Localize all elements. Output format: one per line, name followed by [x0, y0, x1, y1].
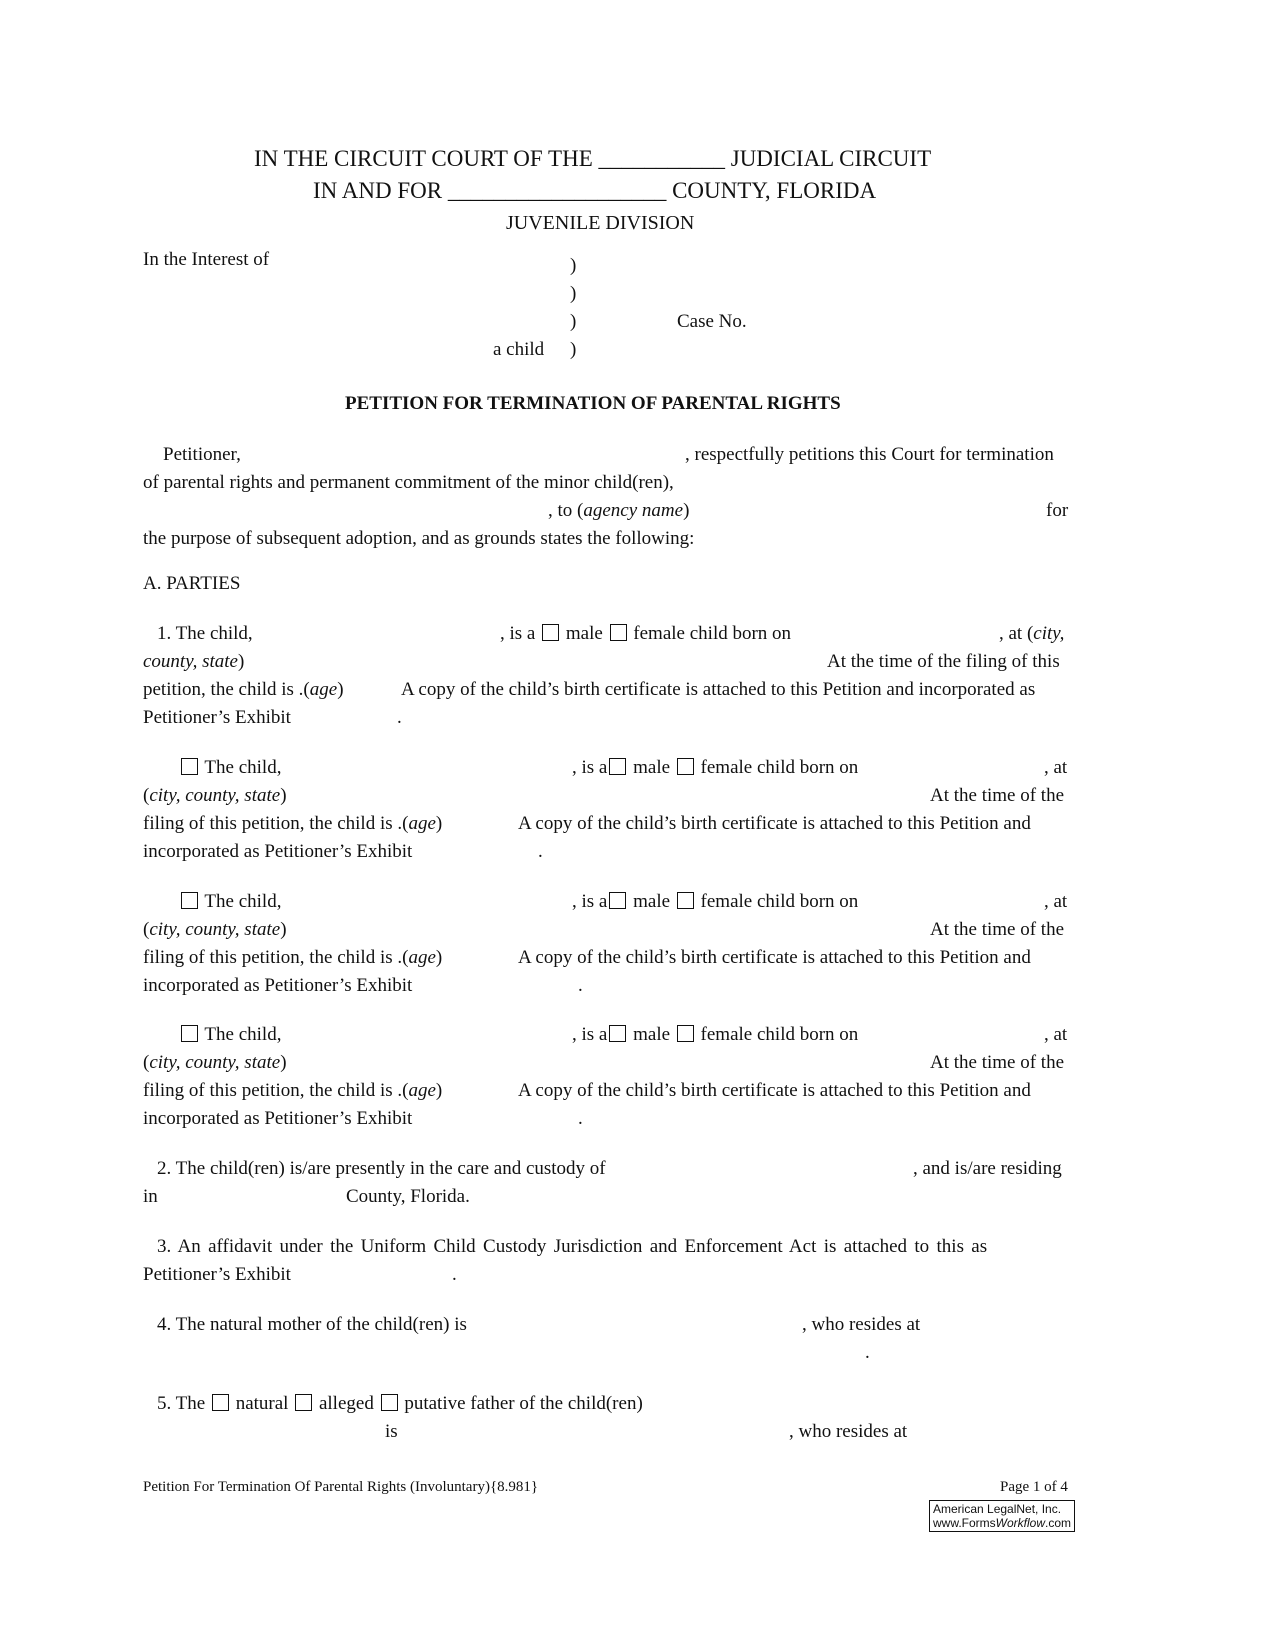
child-at: , at — [1044, 757, 1068, 778]
p2-in: in — [143, 1186, 158, 1207]
caption-paren: ) — [570, 339, 577, 360]
footer-form-name: Petition For Termination Of Parental Rights (Involuntary){8.981} — [143, 1479, 539, 1495]
child-checkbox-line: The child, — [179, 891, 281, 913]
child-gender: , is a male female child born on — [572, 757, 859, 778]
child-filing-age: filing of this petition, the child is .(age) — [143, 1080, 443, 1101]
p3-period: . — [452, 1264, 457, 1285]
p1-at-city: , at (city, — [999, 623, 1065, 644]
intro-petitioner: Petitioner, — [163, 444, 241, 465]
caption-paren: ) — [570, 283, 577, 304]
child-period: . — [578, 1108, 583, 1129]
p1-period: . — [397, 707, 402, 728]
female-checkbox[interactable] — [610, 624, 627, 641]
child-at: , at — [1044, 1024, 1068, 1045]
intro-line2: of parental rights and permanent commitment of the minor child(ren), — [143, 472, 674, 493]
p5-resides: , who resides at — [789, 1421, 908, 1442]
child-copy: A copy of the child’s birth certificate is attached to this Petition and — [518, 813, 1031, 834]
child-at-time: At the time of the — [930, 785, 1065, 806]
child-filing-age: filing of this petition, the child is .(age) — [143, 947, 443, 968]
male-checkbox[interactable] — [609, 892, 626, 909]
male-checkbox[interactable] — [609, 758, 626, 775]
p1-petition-age: petition, the child is .(age) — [143, 679, 344, 700]
p1-copy: A copy of the child’s birth certificate is attached to this Petition and incorporated as — [401, 679, 1036, 700]
division-heading: JUVENILE DIVISION — [506, 212, 695, 234]
brand-line2: www.FormsWorkflow.com — [933, 1516, 1072, 1530]
p5-is: is — [385, 1421, 398, 1442]
female-checkbox[interactable] — [677, 892, 694, 909]
in-the-interest-of: In the Interest of — [143, 249, 270, 270]
intro-to-agency: , to (agency name) — [548, 500, 690, 521]
child-at-time: At the time of the — [930, 919, 1065, 940]
alleged-father-checkbox[interactable] — [295, 1394, 312, 1411]
child-city-county-state: (city, county, state) — [143, 919, 287, 940]
p1-the-child: 1. The child, — [157, 623, 253, 644]
p1-exhibit: Petitioner’s Exhibit — [143, 707, 291, 728]
p3-text: 3. An affidavit under the Uniform Child Custody Jurisdiction and Enforcement Act is attached to this as — [157, 1236, 988, 1257]
p3-exhibit: Petitioner’s Exhibit — [143, 1264, 291, 1285]
child-at: , at — [1044, 891, 1068, 912]
female-checkbox[interactable] — [677, 758, 694, 775]
child-period: . — [538, 841, 543, 862]
p1-county-state: county, state) — [143, 651, 245, 672]
child-at-time: At the time of the — [930, 1052, 1065, 1073]
section-a-heading: A. PARTIES — [143, 573, 241, 594]
intro-for: for — [1046, 500, 1069, 521]
court-heading-line2: IN AND FOR ___________________ COUNTY, FLORIDA — [313, 178, 877, 203]
court-heading-line1: IN THE CIRCUIT COURT OF THE ___________ JUDICIAL CIRCUIT — [254, 146, 932, 171]
case-number-label: Case No. — [677, 311, 747, 332]
p4-text: 4. The natural mother of the child(ren) is — [157, 1314, 467, 1335]
brand-line1: American LegalNet, Inc. — [933, 1502, 1062, 1516]
child-city-county-state: (city, county, state) — [143, 1052, 287, 1073]
p2-residing: , and is/are residing — [913, 1158, 1062, 1179]
female-checkbox[interactable] — [677, 1025, 694, 1042]
child-filing-age: filing of this petition, the child is .(age) — [143, 813, 443, 834]
p1-gender: , is a male female child born on — [500, 623, 792, 644]
child-copy: A copy of the child’s birth certificate is attached to this Petition and — [518, 947, 1031, 968]
child-include-checkbox[interactable] — [181, 1025, 198, 1042]
child-incorporated: incorporated as Petitioner’s Exhibit — [143, 1108, 413, 1129]
male-checkbox[interactable] — [609, 1025, 626, 1042]
petition-title: PETITION FOR TERMINATION OF PARENTAL RIGHTS — [345, 393, 841, 414]
footer-page-number: Page 1 of 4 — [1000, 1479, 1068, 1495]
male-checkbox[interactable] — [542, 624, 559, 641]
american-legalnet-logo-box — [929, 1500, 1075, 1532]
child-incorporated: incorporated as Petitioner’s Exhibit — [143, 975, 413, 996]
intro-respectfully: , respectfully petitions this Court for termination — [685, 444, 1054, 465]
child-gender: , is a male female child born on — [572, 891, 859, 912]
p5-line: 5. The natural alleged putative father of the child(ren) — [157, 1393, 643, 1414]
p4-resides: , who resides at — [802, 1314, 921, 1335]
child-city-county-state: (city, county, state) — [143, 785, 287, 806]
intro-line4: the purpose of subsequent adoption, and as grounds states the following: — [143, 528, 695, 549]
child-include-checkbox[interactable] — [181, 892, 198, 909]
p1-at-time: At the time of the filing of this — [827, 651, 1060, 672]
p2-text: 2. The child(ren) is/are presently in the care and custody of — [157, 1158, 606, 1179]
child-period: . — [578, 975, 583, 996]
p4-period: . — [865, 1342, 870, 1363]
child-copy: A copy of the child’s birth certificate is attached to this Petition and — [518, 1080, 1031, 1101]
child-checkbox-line: The child, — [179, 757, 281, 779]
putative-father-checkbox[interactable] — [381, 1394, 398, 1411]
a-child-label: a child — [493, 339, 545, 360]
child-checkbox-line: The child, — [179, 1024, 281, 1046]
child-incorporated: incorporated as Petitioner’s Exhibit — [143, 841, 413, 862]
natural-father-checkbox[interactable] — [212, 1394, 229, 1411]
child-include-checkbox[interactable] — [181, 758, 198, 775]
p2-county: County, Florida. — [346, 1186, 470, 1207]
child-gender: , is a male female child born on — [572, 1024, 859, 1045]
caption-paren: ) — [570, 311, 577, 332]
caption-paren: ) — [570, 255, 577, 276]
